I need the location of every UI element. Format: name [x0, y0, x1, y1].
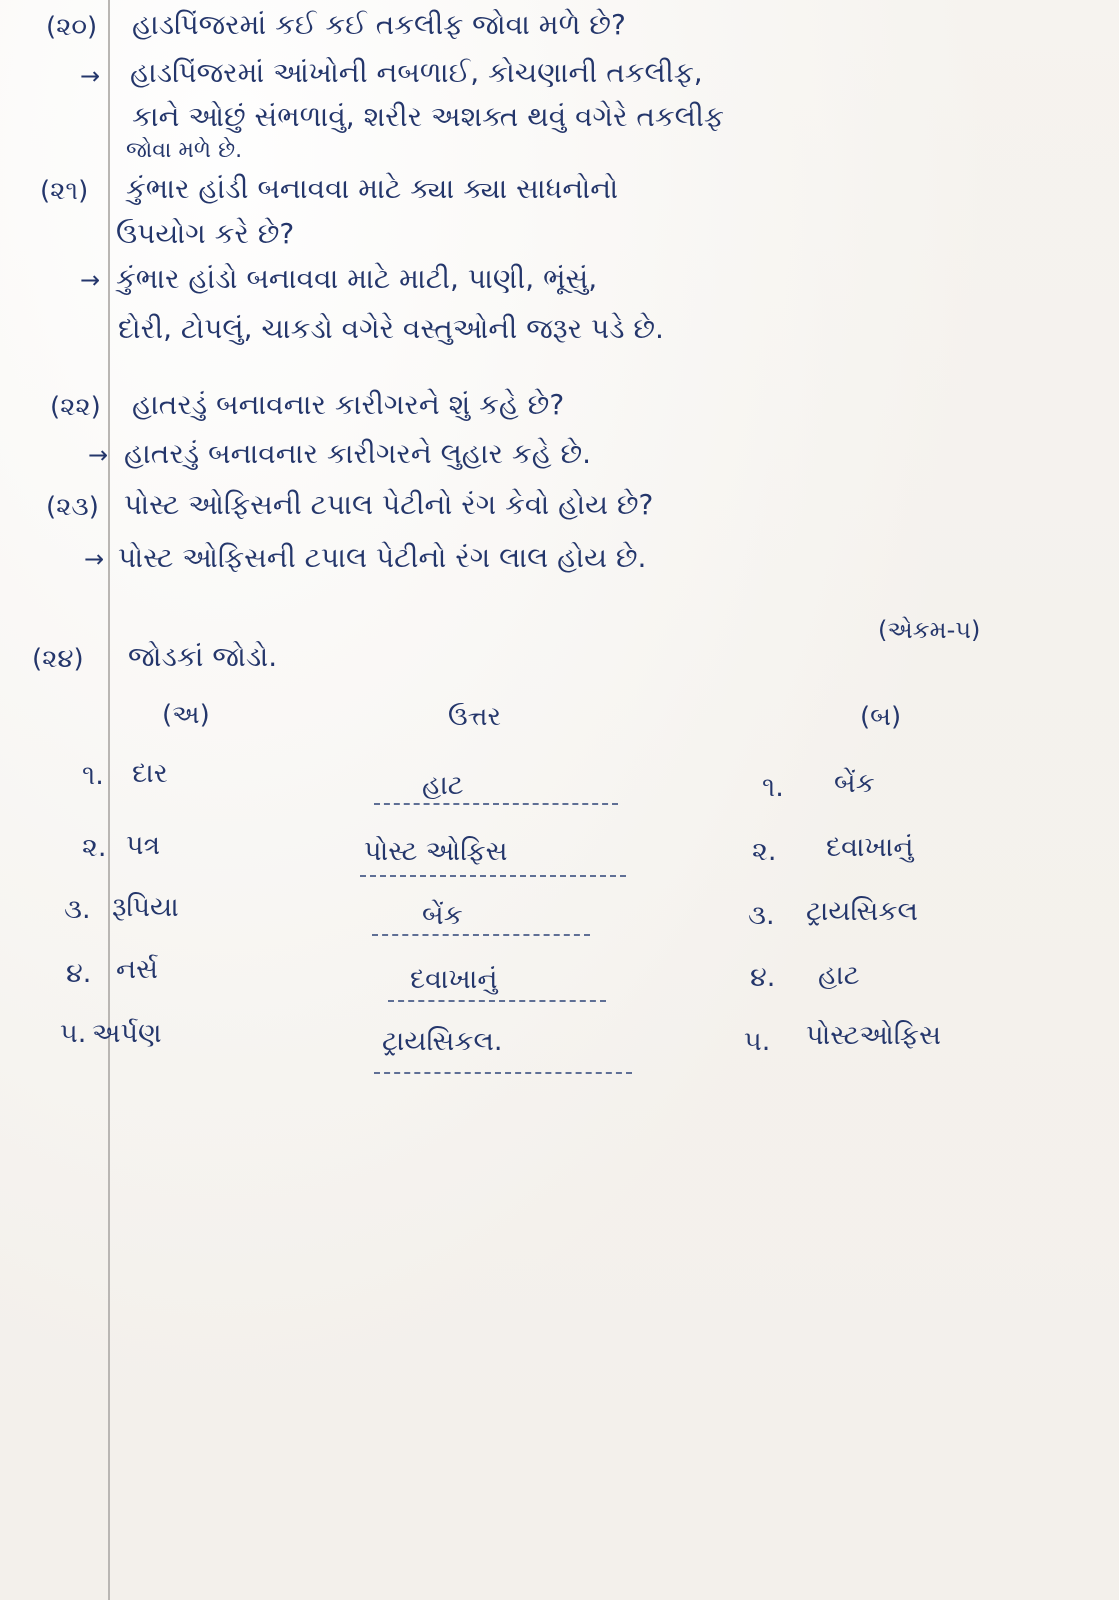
match-row-number: ૩. — [64, 894, 91, 925]
answer-text: પોસ્ટ ઓફિસ — [364, 836, 508, 867]
q22-answer: હાતરડું બનાવનાર કારીગરને લુહાર કહે છે. — [124, 437, 592, 470]
answer-line — [388, 1000, 606, 1002]
column-b-number: ૩. — [748, 900, 775, 931]
column-a-item: નર્સ — [116, 954, 158, 985]
answer-line — [374, 1072, 632, 1074]
q22-question: હાતરડું બનાવનાર કારીગરને શું કહે છે? — [132, 388, 565, 421]
column-b-number: ૧. — [762, 772, 784, 803]
column-b-item: બેંક — [834, 768, 875, 799]
q20-answer-line-1: હાડપિંજરમાં આંખોની નબળાઈ, કોચણાની તકલીફ, — [130, 56, 703, 89]
q20-arrow: → — [80, 62, 101, 90]
q23-answer: પોસ્ટ ઓફિસની ટપાલ પેટીનો રંગ લાલ હોય છે. — [118, 541, 647, 574]
column-a-item: અર્પણ — [92, 1018, 162, 1049]
q23-arrow: → — [84, 545, 105, 573]
column-b-item: પોસ્ટઓફિસ — [806, 1020, 941, 1051]
answer-line — [374, 803, 618, 805]
column-b-number: ૫. — [744, 1026, 771, 1057]
column-a-header: (અ) — [162, 700, 210, 730]
q20-number: (૨૦) — [46, 12, 98, 42]
column-b-header: (બ) — [860, 702, 902, 732]
answer-text: હાટ — [422, 770, 464, 801]
q21-number: (૨૧) — [40, 176, 89, 206]
match-row-number: ૧. — [82, 760, 104, 791]
answer-column-header: ઉત્તર — [448, 702, 501, 732]
q24-number: (૨૪) — [32, 644, 84, 674]
column-b-item: ટ્રાયસિકલ — [806, 896, 918, 927]
q21-question-line-1: કુંભાર હાંડી બનાવવા માટે ક્યા ક્યા સાધનોનો — [126, 172, 619, 205]
margin-line — [108, 0, 110, 1600]
q20-answer-line-3: જોવા મળે છે. — [126, 138, 243, 163]
match-row-number: ૨. — [82, 832, 107, 863]
column-a-item: પત્ર — [126, 830, 161, 861]
column-b-number: ૨. — [752, 836, 777, 867]
column-b-number: ૪. — [750, 962, 776, 993]
q23-question: પોસ્ટ ઓફિસની ટપાલ પેટીનો રંગ કેવો હોય છે? — [124, 488, 654, 521]
q22-arrow: → — [88, 441, 109, 469]
q22-number: (૨૨) — [50, 392, 101, 422]
q21-arrow: → — [80, 266, 101, 294]
q21-answer-line-1: કુંભાર હાંડો બનાવવા માટે માટી, પાણી, ભૂંસું, — [116, 262, 598, 295]
answer-text: દવાખાનું — [410, 964, 498, 995]
column-b-item: હાટ — [818, 960, 860, 991]
q21-question-line-2: ઉપયોગ કરે છે? — [116, 217, 295, 250]
answer-line — [372, 934, 590, 936]
q20-question: હાડપિંજરમાં કઈ કઈ તકલીફ જોવા મળે છે? — [132, 8, 626, 41]
answer-text: બેંક — [422, 900, 463, 931]
q21-answer-line-2: દોરી, ટોપલું, ચાકડો વગેરે વસ્તુઓની જરૂર પડે છે. — [118, 312, 664, 345]
q24-question: જોડકાં જોડો. — [128, 640, 278, 673]
column-a-item: રૂપિયા — [112, 892, 179, 923]
q20-answer-line-2: કાને ઓછું સંભળાવું, શરીર અશક્ત થવું વગેરે તકલીફ — [132, 100, 724, 133]
match-row-number: ૫. — [60, 1018, 87, 1049]
match-row-number: ૪. — [66, 958, 92, 989]
answer-text: ટ્રાયસિકલ. — [382, 1026, 503, 1057]
q23-number: (૨૩) — [46, 492, 99, 522]
unit-label: (એકમ-૫) — [878, 616, 981, 644]
column-a-item: દાર — [132, 758, 168, 789]
column-b-item: દવાખાનું — [826, 832, 914, 863]
answer-line — [360, 875, 626, 877]
